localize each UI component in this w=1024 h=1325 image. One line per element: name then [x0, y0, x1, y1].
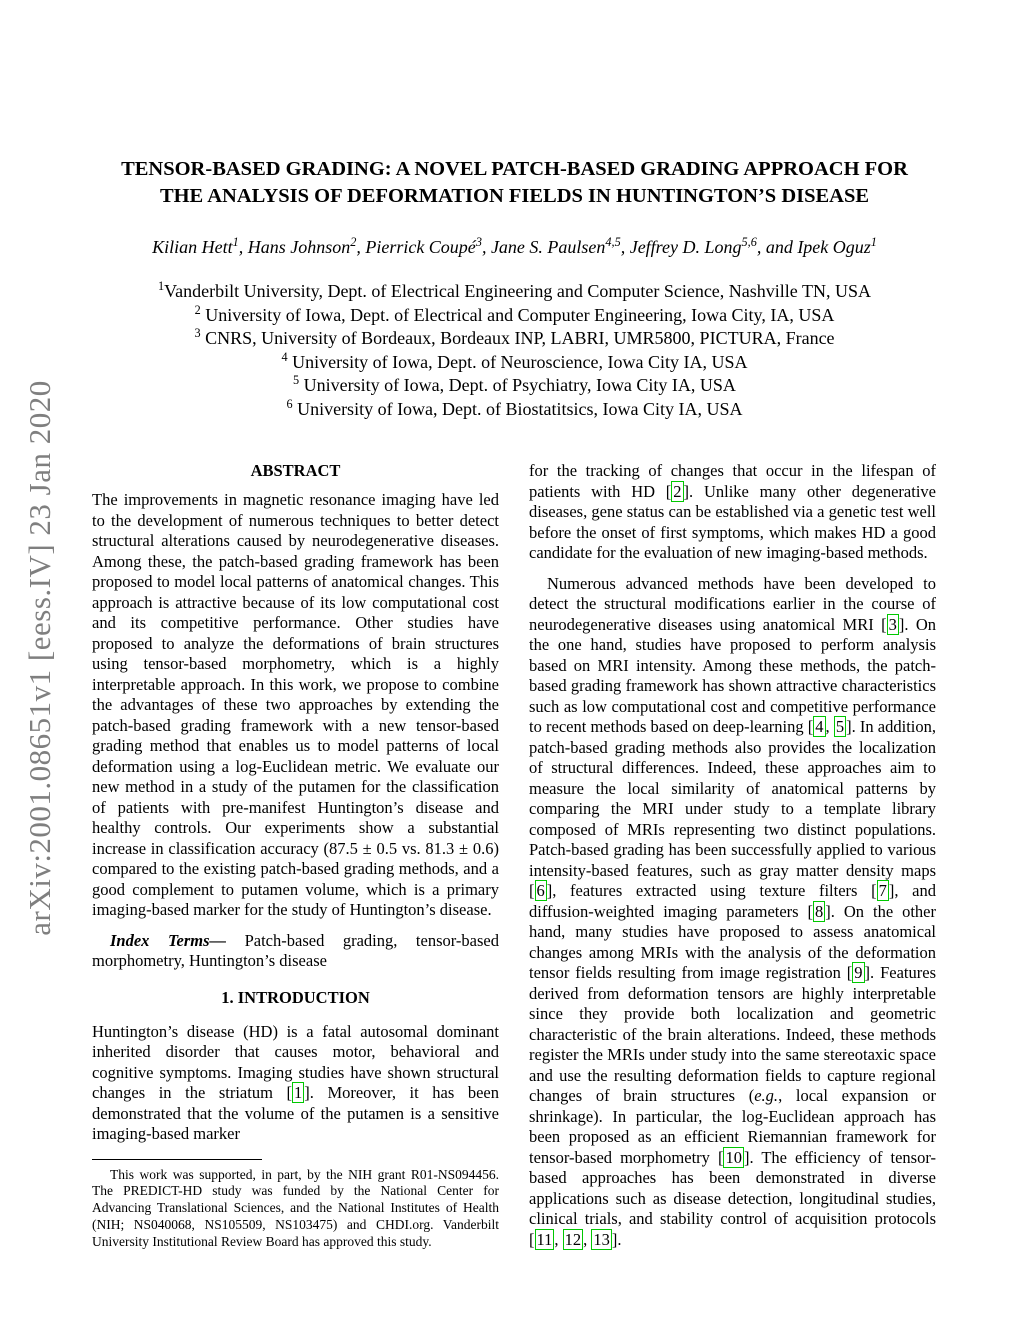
affiliations-block [92, 280, 937, 421]
citation-link[interactable]: 11 [536, 1229, 553, 1249]
left-column [92, 461, 499, 1250]
citation-link[interactable]: 5 [835, 717, 845, 736]
index-terms-label: Index Terms— [110, 930, 227, 950]
author-superscript: 3 [475, 235, 482, 249]
citation-link[interactable]: 7 [878, 881, 887, 900]
affiliation-superscript: 6 [286, 396, 293, 411]
two-column-layout [92, 461, 937, 1250]
affiliation-line [92, 304, 937, 328]
arxiv-watermark: arXiv:2001.08651v1 [eess.IV] 23 Jan 2020 [22, 380, 57, 936]
italic-text: e.g. [754, 1086, 779, 1105]
citation-link[interactable]: 1 [294, 1083, 303, 1102]
affiliation-line [92, 327, 937, 351]
citation-link[interactable]: 6 [536, 881, 545, 900]
affiliation-line [92, 351, 937, 375]
affiliation-line [92, 374, 937, 398]
paper-title: TENSOR-BASED GRADING: A NOVEL PATCH-BASED GRADING APPROACH FOR THE ANALYSIS OF DEFORMATION FIELDS IN HUNTINGTON’S DISEASE [121, 158, 908, 207]
citation-link[interactable]: 10 [725, 1147, 742, 1167]
author-superscript: 1 [870, 235, 877, 249]
author-superscript: 5,6 [741, 235, 757, 249]
affiliation-text: CNRS, University of Bordeaux, Bordeaux INP, LABRI, UMR5800, PICTURA, France [200, 328, 835, 348]
intro-paragraph-left: Huntington’s disease (HD) is a fatal autosomal dominant inherited disorder that causes motor, behavioral and cognitive symptoms. Imaging studies have shown structural changes in the striatum [ 1 ]. Moreover, it has been demonstrated that the volume of the putamen is a sensitive imaging-based marker [92, 1021, 499, 1143]
citation-link[interactable]: 12 [564, 1229, 582, 1249]
citation-link[interactable]: 3 [888, 614, 897, 634]
affiliation-text: University of Iowa, Dept. of Neuroscience, Iowa City IA, USA [287, 351, 748, 372]
citation-link[interactable]: 8 [815, 901, 824, 921]
affiliation-text: Vanderbilt University, Dept. of Electrical Engineering and Computer Science, Nashville TN, USA [164, 281, 871, 301]
intro-paragraph-continued: for the tracking of changes that occur in the lifespan of patients with HD [ 2 ]. Unlike many other degenerative diseases, gene status can be established via a genetic test well before the onset of first symptoms, which makes HD a good candidate for the evaluation of new imaging-based methods. [529, 461, 936, 562]
author-superscript: 1 [232, 235, 239, 249]
abstract-heading: ABSTRACT [250, 461, 341, 480]
citation-link[interactable]: 2 [673, 481, 682, 501]
affiliation-superscript: 5 [293, 373, 300, 387]
affiliation-text: University of Iowa, Dept. of Biostatitsics, Iowa City IA, USA [292, 398, 743, 419]
citation-link[interactable]: 9 [854, 963, 863, 982]
affiliation-superscript: 4 [281, 349, 288, 364]
affiliation-text: University of Iowa, Dept. of Electrical and Computer Engineering, Iowa City, IA, USA [200, 304, 835, 325]
index-terms: Index Terms— Patch-based grading, tensor-based morphometry, Huntington’s disease [92, 930, 499, 970]
citation-link[interactable]: 13 [593, 1229, 610, 1249]
affiliation-text: University of Iowa, Dept. of Psychiatry, Iowa City IA, USA [299, 375, 736, 395]
affiliation-superscript: 3 [194, 326, 201, 340]
footnote-rule [92, 1159, 262, 1160]
introduction-heading: 1. INTRODUCTION [221, 987, 370, 1007]
affiliation-superscript: 2 [194, 302, 201, 317]
affiliation-superscript: 1 [158, 279, 165, 293]
authors-line: Kilian Hett$^1$, Hans Johnson$^2$, Pierrick Coupé$^3$, Jane S. Paulsen$^{4,5}$, Jeffrey D. Long$^{5,6}$, and Ipek Oguz$^1$ [152, 235, 877, 257]
right-column [529, 461, 936, 1250]
paper-content [92, 0, 937, 1250]
affiliation-line [92, 280, 937, 304]
author-superscript: 2 [350, 235, 357, 249]
affiliation-line [92, 398, 937, 422]
abstract-paragraph: The improvements in magnetic resonance imaging have led to the development of numerous techniques to better detect structural alterations caused by neurodegenerative diseases. Among these, the patch-based grading framework has been proposed to model local patterns of anatomical changes. This approach is attractive because of its low computational cost and its competitive performance. Other studies have proposed to analyze the deformations of brain structures using tensor-based morphometry, which is a highly interpretable approach. In this work, we propose to combine the advantages of these two approaches by extending the patch-based grading framework with a new tensor-based grading method that enables us to model patterns of local deformation using a log-Euclidean metric. We evaluate our new method in a study of the putamen for the classification of patients with pre-manifest Huntington’s disease and healthy controls. Our experiments show a substantial increase in classification accuracy (87.5 ± 0.5 vs. 81.3 ± 0.6) compared to the existing patch-based grading methods, and a good complement to putamen volume, which is a primary imaging-based marker for the study of Huntington’s disease. [92, 490, 499, 919]
footnote: This work was supported, in part, by the NIH grant R01-NS094456. The PREDICT-HD study was funded by the National Center for Advancing Translational Sciences, and the National Institutes of Health (NIH; NS040068, NS105509, NS103475) and CHDI.org. Vanderbilt University Institutional Review Board has approved this study. [92, 1166, 499, 1249]
author-superscript: 4,5 [605, 235, 621, 249]
related-work-paragraph: Numerous advanced methods have been developed to detect the structural modifications earlier in the course of neurodegenerative diseases using anatomical MRI [ 3 ]. On the one hand, studies have proposed to perform analysis based on MRI intensity. Among these methods, the patch-based grading framework has shown attractive characteristics such as low computational cost and competitive performance to recent methods based on deep-learning [ 4 , 5 ]. In addition, patch-based grading methods also provides the localization of structural differences. Indeed, these approaches aim to measure the local similarity of anatomical patterns by comparing the MRI under study to a template library composed of MRIs representing two distinct populations. Patch-based grading has been successfully applied to various intensity-based features, such as gray matter density maps [ 6 ], features extracted using texture filters [ 7 ], and diffusion-weighted imaging parameters [ 8 ]. On the other hand, many studies have proposed to assess anatomical changes among MRIs with the analysis of the deformation tensor fields resulting from image registration [ 9 ]. Features derived from deformation tensors are highly interpretable since they provide both localization and geometric characteristic of the brain alterations. Indeed, these methods register the MRIs under study into the same stereotaxic space and use the resulting deformation fields to capture regional changes of brain structures (e.g., local expansion or shrinkage). In particular, the log-Euclidean approach has been proposed as an efficient Riemannian framework for tensor-based morphometry [ 10 ]. The efficiency of tensor-based approaches has been demonstrated in diverse applications such as disease detection, longitudinal studies, clinical trials, and stability control of acquisition protocols [ 11 , 12 , 13 ]. [529, 573, 937, 1249]
citation-link[interactable]: 4 [815, 717, 824, 736]
